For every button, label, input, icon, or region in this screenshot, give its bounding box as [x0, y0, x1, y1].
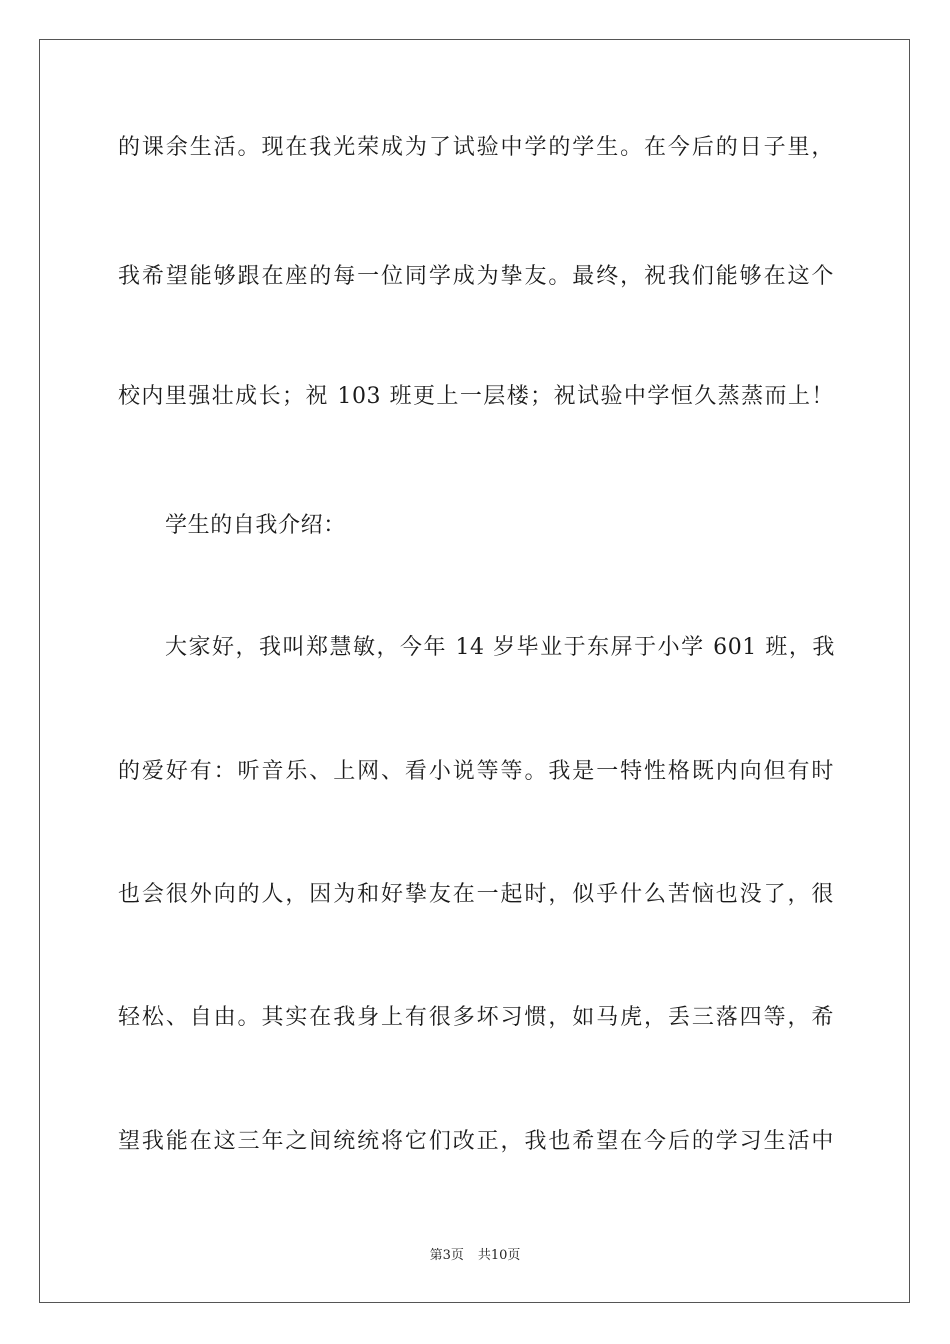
- page-number: 第3页: [429, 1248, 464, 1263]
- paragraph-line: 校内里强壮成长；祝 103 班更上一层楼；祝试验中学恒久蒸蒸而上！: [118, 384, 834, 409]
- page-border: [39, 39, 910, 1303]
- paragraph-line: 大家好，我叫郑慧敏，今年 14 岁毕业于东屏于小学 601 班，我: [165, 635, 835, 660]
- paragraph-line: 的爱好有：听音乐、上网、看小说等等。我是一特性格既内向但有时: [118, 759, 834, 784]
- paragraph-line: 轻松、自由。其实在我身上有很多坏习惯，如马虎，丢三落四等，希: [118, 1005, 834, 1030]
- section-heading: 学生的自我介绍：: [165, 513, 346, 538]
- paragraph-line: 望我能在这三年之间统统将它们改正，我也希望在今后的学习生活中: [118, 1129, 834, 1154]
- page-total: 共10页: [477, 1248, 521, 1263]
- paragraph-line: 我希望能够跟在座的每一位同学成为挚友。最终，祝我们能够在这个: [118, 264, 834, 289]
- paragraph-line: 也会很外向的人，因为和好挚友在一起时，似乎什么苦恼也没了，很: [118, 882, 834, 907]
- paragraph-line: 的课余生活。现在我光荣成为了试验中学的学生。在今后的日子里，: [118, 135, 834, 160]
- page-footer: [0, 1247, 950, 1265]
